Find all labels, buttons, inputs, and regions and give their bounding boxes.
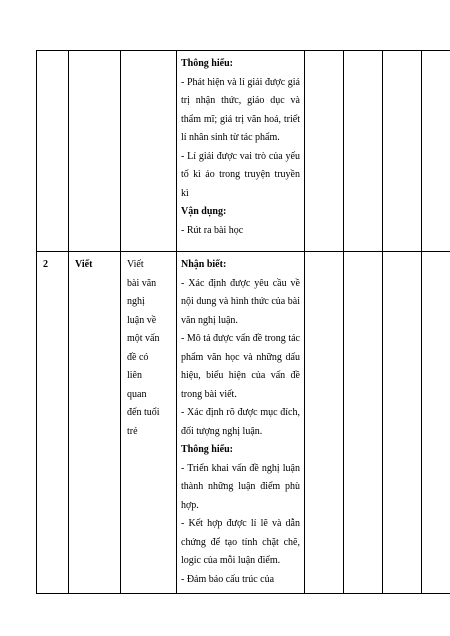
unit-line: nghị: [127, 296, 145, 307]
unit-line: liên: [127, 370, 142, 381]
unit-line: bài văn: [127, 277, 157, 289]
content-paragraph: - Đảm bảo cấu trúc của: [181, 573, 275, 585]
table-row: [37, 252, 450, 594]
content-heading: Thông hiểu:: [181, 58, 233, 69]
empty-cell: [344, 252, 383, 594]
table-row: [37, 51, 450, 252]
empty-cell: [422, 51, 450, 252]
skill-cell: Viết: [69, 252, 121, 594]
unit-line: Viết: [127, 259, 144, 270]
empty-cell: [305, 51, 344, 252]
unit-cell: [121, 51, 177, 252]
content-paragraph: - Lí giải được vai trò của yếu tố kì ảo trong truyện truyền kì: [181, 150, 300, 199]
unit-line: trẻ: [127, 425, 138, 437]
unit-cell: [121, 252, 177, 594]
row-number-cell: [37, 51, 69, 252]
unit-line: đến tuổi: [127, 407, 160, 418]
content-paragraph: - Mô tả được vấn đề trong tác phẩm văn học và những dấu hiệu, biểu hiện của vấn đề trong bài viết.: [181, 333, 300, 400]
content-heading: Nhận biết:: [181, 259, 227, 270]
row-number-cell: 2: [37, 252, 69, 594]
content-cell: [177, 252, 305, 594]
content-paragraph: - Triển khai vấn đề nghị luận thành những luận điểm phù hợp.: [181, 462, 300, 511]
empty-cell: [383, 51, 422, 252]
unit-line: một vấn: [127, 333, 160, 344]
content-cell: [177, 51, 305, 252]
skill-cell: [69, 51, 121, 252]
empty-cell: [344, 51, 383, 252]
content-paragraph: - Phát hiện và lí giải được giá trị nhận thức, giáo dục và thẩm mĩ; giá trị văn hoá, triết lí nhân sinh từ tác phẩm.: [181, 76, 300, 143]
content-heading: Vận dụng:: [181, 206, 227, 217]
empty-cell: [305, 252, 344, 594]
unit-line: quan: [127, 388, 147, 400]
matrix-table: [36, 50, 450, 594]
unit-line: luận về: [127, 314, 157, 326]
unit-line: đề có: [127, 351, 149, 363]
empty-cell: [422, 252, 450, 594]
content-paragraph: - Rút ra bài học: [181, 224, 244, 236]
content-paragraph: - Kết hợp được lí lẽ và dẫn chứng để tạo tính chặt chẽ, logic của mỗi luận điểm.: [181, 518, 300, 566]
content-paragraph: - Xác định được yêu cầu về nội dung và hình thức của bài văn nghị luận.: [181, 277, 300, 326]
content-paragraph: - Xác định rõ được mục đích, đối tượng nghị luận.: [181, 407, 300, 437]
empty-cell: [383, 252, 422, 594]
content-heading: Thông hiểu:: [181, 444, 233, 455]
